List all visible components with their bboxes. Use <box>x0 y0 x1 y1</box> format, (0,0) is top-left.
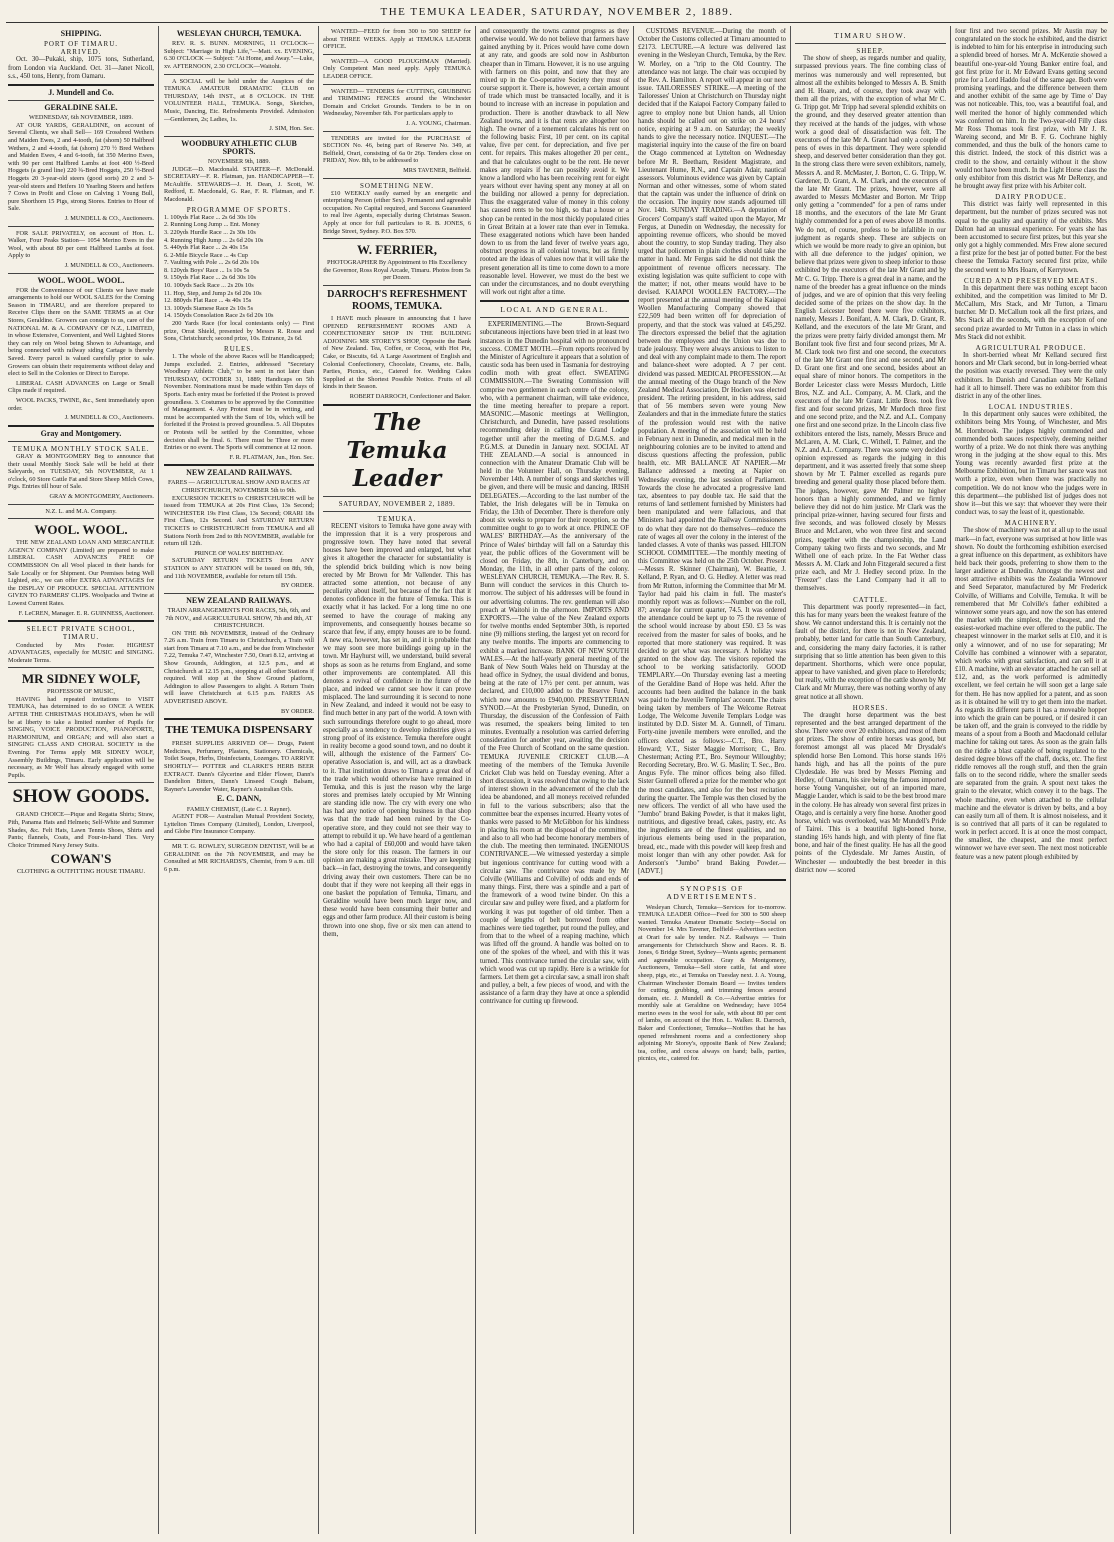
programme-row: 14. 150yds Consolation Race 2s 6d 20s 10s <box>164 312 274 320</box>
railways2-heading: NEW ZEALAND RAILWAYS. <box>186 595 292 605</box>
local-general-heading: LOCAL AND GENERAL. <box>500 305 609 315</box>
wesleyan-text: REV. R. S. BUNN. MORNING, 11 O'CLOCK—Subject: "Marriage in High Life,"—Matt. xx. EVENING, 6.30 O'CLOCK — Subject: "At Home, and Away."—Luke, xv. AFTERNOON, 2.30 O'CLOCK—Waitohi. <box>164 40 314 70</box>
dann-subheading: FAMILY CHEMIST, (Late C. J. Rayner). <box>186 805 292 813</box>
programme-row: 3. 220yds Hurdle Race ... 2s 30s 10s <box>164 228 256 236</box>
mundell-heading: J. Mundell and Co. <box>48 87 114 97</box>
wool-big-heading: WOOL. WOOL. <box>34 522 128 538</box>
editorial-text: RECENT visitors to Temuka have gone away with the impression that it is a very prosperous and progressive town. They have noted that several houses have been improved and enlarged, but what gives it altogether the character for substantiality is the splendid brick building which is now being erected by Mr Brown for Mr Vallender. This has attracted some attention, not because of any peculiarity about itself, but because of the fact that it denotes confidence in the future of Temuka. This is exactly what it has lacked. For a long time no one seemed to have the courage of making any improvements, and consequently houses became so scarce that few, if any, empty houses are to be found. A new era, however, has set in, and it is probable that we may soon see more buildings going up in the town. Mr Hayhurst will, we understand, build several shops as soon as he returns from England, and some other improvements are contemplated. All this denotes a revival of confidence in the future of the place, and indeed we cannot see how it can prove misplaced. The land surrounding it is second to none in New Zealand, and indeed it would not be easy to find much better in any part of the world. A town with such surroundings therefore ought to go ahead, more especially as a tendency to develop industries gives a strong proof of its existence. Temuka therefore ought in reality become a good sound town, and no doubt it will, although the existence of the Farmers' Co-operative Association is, and will, act as a drawback to it. That institution draws to Timaru a great deal of the trade which would otherwise have remained in Temuka, and this is just the reason why the large stores and premises lately occupied by Mr Winning are standing idle now. The cry with every one who has had any notice of opening business in that shop was that the trade had been ruined by the Co-operative store, and they could not see their way to attempt to rebuild it up. We have heard of a gentleman who had a capital of £60,000 and would have taken the store only for this reason. The farmers in our opinion are making a great mistake. They are keeping back—in fact, destroying the towns, and consequently driving away their own customers. There can be no doubt that if they were not keeping all their eggs in one basket the population of Temuka, Timaru, and Geraldine would have been much larger now, and these would have been consuming their butter and eggs and other farm produce. All their custom is being thrown into one shop, five or six men can attend to them, <box>323 522 471 938</box>
railways2-subheading: TRAIN ARRANGEMENTS FOR RACES, 5th, 6th, and 7th NOV., and AGRICULTURAL SHOW, 7th and 8th, AT CHRISTCHURCH. <box>165 606 313 630</box>
forsale-signature: J. MUNDELL & CO., Auctioneers. <box>64 261 154 269</box>
news-items-text: CUSTOMS REVENUE.—During the month of October the Customs collected at Timaru amounted to £2173. LECTURE.—A lecture was delivered last evening in the Wesleyan Church, Temuka, by the Rev. W. Morley, on a "trip to the Old Country. The attendance was not large. The chair was occupied by the Rev. A. Hamilton. A report will appear in our next issue. TAILORESSES' STRIKE.—A meeting of the Tailoresses' Union at Christchurch on Thursday night decided that if the Kaiapoi Factory Company failed to agree to employ none but Union hands, all Union hands should be called out on strike on 24 hours' notice, expiring at 9 a.m. on Saturday; the weekly hands to give the necessary notice. INQUEST.—The magisterial inquiry into the cause of the fire on board the Otago commenced at Lyttelton on Wednesday before Mr R. Beetham, Resident Magistrate, and Lieutenant Hume, R.N., and Captain Adair, nautical assessors. Voluminous evidence was given by Captain Norman and other witnesses, some of whom stated that the captain was under the influence of drink on the occasion. The inquiry now stands adjourned till Nov. 14th. SUNDAY TRADING.—A deputation of Grocers' Company's staff waited upon the Mayor, Mr Fergus, at Dunedin on Wednesday, the necessity for appointing revenue officers, who should be moved about the country, to stop Sunday trading. They also urged that policemen in plain clothes should take the matter in hand. Mr Fergus said he did not think the appointment of revenue officers necessary. The existing legislation was quite sufficient to cope with the matter; if not, other means would have to be devised. KAIAPOI WOOLLEN FACTORY.—The report presented at the annual meeting of the Kaiapoi Woollen Manufacturing Company showed that £22,509 had been written off for depreciation of property, and that the stock was valued at £45,292. The directors expressed the belief that the agitation between the employees and the Union was due to trade jealousy. They were always anxious to listen to and deal with any complaint made to them. The report and balance-sheet were adopted. A 7 per cent. dividend was passed. MEDICAL PROFESSION.—At the annual meeting of the Otago branch of the New Zealand Medical Association, Dr Hocken was elected president. The retiring president, in his address, said that of 56 members seven were young New Zealanders and that in the immediate future the statics of the profession would rest with the native population. A meeting of the association will be held in February next in Dunedin, and medical men in the neighbouring colonies are to be invited to attend and discuss questions affecting the profession, public health, etc. MR BALLANCE AT NAPIER.—Mr Ballance addressed a meeting at Napier on Wednesday evening, the last session of Parliament. Towards the close he advocated a progressive land tax, absentees to pay double tax. He said that the returns of land settlement furnished by Ministers had been manipulated and were fallacious, and that Ministers had appointed the Railway Commissioners to do what they dare not do themselves—reduce the rate of wages all over the colony in the interest of the landed classes. A vote of thanks was passed. HILTON SCHOOL COMMITTEE.—The monthly meeting of this Committee was held on the 25th October. Present—Messrs R. Skinner (Chairman), W. Beattie, J. Kelland, P. Ryan, and O. G. Hedley. A letter was read from Mr Rutton, informing the Committee that Mr M. Taylor had paid his claim in full. The master's monthly report was as follows:—Number on the roll, 87; average for current quarter, 74.5. It was ordered the attendance could be kept up to 75 the revenue of the school would increase by about £50. £3 5s was received from the master for sales of books, and he reported that more stationery was required. It was decided to get what was necessary. A holiday was granted on the show day. The visitors reported the school to be working satisfactorily. GOOD TEMPLARY.—On Thursday evening last a meeting of the Geraldine Band of Hope was held. After the accounts had been audited the balance in the bank was paid to the Juvenile Templars' account. The chairs being taken by members of The Welcome Retreat Lodge, The Welcome Juvenile Templars Lodge was instituted by D.D. Sister M. A. Gunnell, of Timaru. Forty-nine juvenile members were enrolled, and the officers elected as follows:—C.T., Bro. Harry Howard; V.T., Sister Maggie Morrison; C., Bro. Chesterman; Acting P.T., Bro. Seymour Willoughby; Recording Secretary, Bro. W. G. Maslin; T. Sec., Bro. Angus Fyfe. The minor offices being also filled. Sister Gunnell offered a prize for the member who got the most candidates, and also for the best recitation during the quarter. The Temple was then closed by the new officers. The verdict of all who have used the "Jumbo" brand Baking Powder, is that it makes light, nutritious, and digestive bread, cakes, pastry, etc. As the ingredients are of the finest qualities, and no injurious elements being used in the preparation, bread, etc., made with this powder will keep fresh and moist longer than with any other powder. Ask for Anderson's "Jumbo" brand Baking Powder.—[ADVT.] <box>638 28 786 876</box>
ferrier-text: PHOTOGRAPHER By Appointment to His Excellency the Governor, Ross Royal Arcade, Timaru. Photos from 5s per Dozen. <box>323 259 471 282</box>
masthead-title: THE TEMUKA LEADER, SATURDAY, NOVEMBER 2, 1889. <box>380 6 734 18</box>
agricultural-text: In short-berried wheat Mr Kelland secured first honors and Mr Clark second, but in long-berried wheat the position was exactly reversed. They were the only exhibitors. In Danish and Canadian oats Mr Kelland had it all to himself. There was no exhibitor from this district in any of the other lines. <box>955 352 1107 400</box>
shipping-heading: SHIPPING. <box>60 29 102 38</box>
rules-heading: RULES. <box>224 344 254 353</box>
column-5 <box>638 28 786 1534</box>
rowley-text: MR T. G. ROWLEY, SURGEON DENTIST, Will be at GERALDINE on the 7th NOVEMBER, and may be Consulted at MR RICHARDS'S, Chemist, from 9 a.m. till 6 p.m. <box>164 842 314 873</box>
darroch-text: I HAVE much pleasure in announcing that I have OPENED REFRESHMENT ROOMS AND A CONFECTIONERY SHOP IN THE BUILDING ADJOINING MR STOREY'S SHOP, Opposite the Bank of New Zealand. Tea, Coffee, or Cocoa, with Hot Pie, Cake, or Biscuits, 6d. A Large Assortment of English and Colonial Confectionery, Chocolate, Creams, etc. Balls, Parties, Picnics, etc., Catered for. Wedding Cakes Supplied at the Shortest Possible Notice. Fruits of all kinds in their Season. <box>323 315 471 391</box>
something-new-heading: SOMETHING NEW. <box>359 181 435 190</box>
gray-subheading: TEMUKA MONTHLY STOCK SALE. <box>12 444 150 453</box>
nzloan-signature: F. LeCREN, Manager. E. R. GUINNESS, Auctioneer. <box>18 609 154 617</box>
wolf-subheading: PROFESSOR OF MUSIC, <box>46 688 116 696</box>
editorial-heading: TEMUKA. <box>377 514 417 523</box>
column-rule <box>790 26 791 1534</box>
woodbury-heading: WOODBURY ATHLETIC CLUB SPORTS. <box>181 138 297 156</box>
social-text: A SOCIAL will be held under the Auspices of the TEMUKA AMATEUR DRAMATIC CLUB on THURSDAY, 14th INST., at 8 O'CLOCK. IN THE VOLUNTEER HALL, TEMUKA. Songs, Sketches, Music, Dancing, Etc. Refreshments Provided. Admission—Gentlemen, 2s; Ladies, 1s. <box>164 77 314 123</box>
school-text: Conducted by Mrs Foster. HIGHEST ADVANTAGES, especially for MUSIC and SINGING. Moderate Terms. <box>8 641 154 664</box>
woodbury-date: NOVEMBER 9th, 1889. <box>207 158 271 165</box>
cowan-subheading: CLOTHING & OUTFITTING HOUSE TIMARU. <box>16 868 146 876</box>
machinery-heading: MACHINERY. <box>1004 519 1058 528</box>
programme-row: 8. 120yds Boys' Race ... 1s 10s 5s <box>164 266 250 274</box>
programme-row: 2. Running Long Jump ... Ent. Money <box>164 221 260 229</box>
synopsis-heading: SYNOPSIS OF ADVERTISEMENTS. <box>666 884 758 902</box>
programme-row: 4. Running High Jump ... 2s 6d 20s 10s <box>164 236 264 244</box>
programme-row: 6. 2-Mile Bicycle Race ... 4s Cup <box>164 251 248 259</box>
wool-text: FOR the Convenience of our Clients we have made arrangements to hold our WOOL SALES for the Coming Season in TIMARU, and are therefore prepared to Receive Clips there on the SAME TERMS as at Our Stores, Geraldine. Growers can consign to us, care of the NATIONAL M. & A. COMPANY OF N.Z., LIMITED, in whose Extensive, Convenient, and Well Lighted Stores they can rely on Wool being Shown to Advantage, and being connected with railway siding Cartage is thereby Saved. Every parcel is valued carefully prior to sale. Growers can obtain their requirements without delay and elect to Sell in the Colonies or Direct to Europe. <box>8 286 154 378</box>
wool-heading: WOOL. WOOL. WOOL. <box>37 275 125 285</box>
ferrier-heading: W. FERRIER, <box>356 242 438 258</box>
cattle-heading: CATTLE. <box>853 595 888 604</box>
tenders-signature: MRS TAVENER, Belfield. <box>403 166 471 174</box>
packs-text: WOOL PACKS, TWINE, &c., Sent immediately upon order. <box>8 397 154 412</box>
liberal-text: LIBERAL CASH ADVANCES on Large or Small Clips made if required. <box>8 379 154 395</box>
machinery-text: The show of machinery was not at all up to the usual mark—in fact, everyone was surprised at how little was shown. No doubt the forthcoming exhibition exercised a great influence on this department, as exhibitors have held back their goods, preferring to show them to the larger audience at Dunedin. Amongst the newest and most attractive exhibits was the Zealandia Winnower and Seed Separator, manufactured by Mr Frederick Colville, of Williams and Colville, Temuka. It will be remembered that Mr Colville's father exhibited a winnower some years ago, and now the son has entered the market with the simplest, the cheapest, and the easiest-worked machine ever offered to the public. The cheapest winnower in the market sells at £10, and it is only a winnower, and of no use for separating; Mr Colville has combined a winnower with a separator, which works with great satisfaction, and can sell it at £10. A machine, with an elevator attached he can sell at £12, and, as the work performed is admittedly excellent, we feel certain he will soon get a large sale for them. He has now applied for a patent, and as soon as it is obtained he will try to get them into the market. As regards its different parts it has a moveable hopper into which the grain can be poured, or if desired it can be taken off, and the grain is conveyed to the riddle by means of a spout from a Booth and Macdonald cellular machine for taking out tares. As soon as the grain falls on the riddle a blast capable of being regulated to the desired degree blows off the chaff, docks, etc. The first riddle removes all the rough stuff, and then the grain falls on to the second riddle, where the smaller seeds are separated from the grain. A spout next takes the grain to the elevator, which convey it to the bags. The whole machine, even when attached to the cellular machine and the elevator is driven by belts, and a boy can easily turn all of them. It is almost noiseless, and it is so contrived that all parts of it can be regulated to work in perfect accord. It is at once the most compact, the smallest, the cheapest, and the most perfect winnower we have ever seen. The next most noticeable feature was a new patent plough exhibited by <box>955 527 1107 861</box>
programme-row: 10. 100yds Sack Race ... 2s 20s 10s <box>164 282 254 290</box>
geraldine-heading: GERALDINE SALE. <box>44 103 118 113</box>
something-new-text: £10 WEEKLY easily earned by an energetic and enterprising Person (either Sex). Permanent and agreeable occupation. No Capital required, and Success Guaranteed to real live Agents, especially during Christmas Season. Apply at once for full particulars to R. B. JONES, 6 Bridge Street, Sydney. P.O. Box 570. <box>323 189 471 235</box>
packs-signature: J. MUNDELL & CO., Auctioneers. <box>64 414 154 422</box>
cattle-text: This department was poorly represented—in fact, this has for many years been the weakest feature of the show. We cannot understand this. It is certainly not the fault of the district, for there is not in New Zealand, probably, better land for cattle than South Canterbury, and, considering the many dairy factories, it is rather surprising that so little attention has been given to this department. Shorthorns, which were once popular, appear to have vanished, and given place to Herefords; but really, with the exception of the cattle shown by Mr Clark and Mr Murray, there was nothing worthy of any great notice at all shown. <box>795 603 946 701</box>
gray-heading: Gray and Montgomery. <box>40 428 122 438</box>
social-signature: J. SIM, Hon. Sec. <box>269 125 314 133</box>
column-7 <box>955 28 1107 1534</box>
local-industries-heading: LOCAL INDUSTRIES. <box>988 403 1074 412</box>
programme-heading: PROGRAMME OF SPORTS. <box>186 205 292 214</box>
column-4 <box>480 28 629 1534</box>
synopsis-text: Wesleyan Church, Temuka—Services for to-morrow. TEMUKA LEADER Office—Feed for 300 to 500 sheep wanted. Temuka Amateur Dramatic Society—Social on November 14. Mrs Tavener, Belfield—Advertises section at Orari for sale by tender. N.Z. Railways — Train arrangements for Christchurch Show and Races. R. B. Jones, 6 Bridge Street, Sydney—Wants agents; permanent and agreeable occupation. Gray & Montgomery, Auctioneers, Temuka—Sell store cattle, fat and store sheep, pigs, etc., at Temuka on Tuesday next. J. A. Young, Chairman Winchester Domain Board — Invites tenders for cutting, grubbing, and trimming fences around domain, etc. J. Mundell & Co.—Advertise entries for monthly sale at Geraldine on Wednesday; have 1054 merino ewes in the wool for sale, with about 80 per cent of lambs, on account of the Hon. L. Walker. R. Darroch, Baker and Confectioner, Temuka—Notifies that he has opened refreshment rooms and a confectionery shop adjoining Mr Storey's, opposite Bank of New Zealand; tea, coffee, and cocoa always on hand; balls, parties, picnics, etc., catered for. <box>638 903 786 1063</box>
cowan-heading: COWAN'S <box>50 851 112 867</box>
editorial-continued: and consequently the towns cannot progress as they otherwise would. We do not believe that farmers have gained anything by it. Prices would have come down at any rate, and goods are sold now in Ashburton cheaper than in Timaru. However, it is no use arguing with farmers on this point, and now that they are mixed up in the Co-operative Society they must of course support it. There is, however, a certain amount of trade which must be transacted locally, and it is bound to increase with an increase in population and production. There is another drawback to all New Zealand towns, and it is that rents are altogether too high. The owner of a tenement calculates his rent on the following basis: First, 10 per cent. on its capital value, five per cent. for depreciation, and five per cent. for repairs. This makes altogether 20 per cent., and that he calculates ought to be the rent. He never makes any repairs if he can possibly avoid it. We know a landlord who has been receiving rent for eight years without ever having spent any money at all on the building nor allowed a penny for depreciation. Thus the exaggerated value of money in this colony has caused rents to be too high, so that a house or a shop can be rented in the most thickly populated cities in Great Britain at a lower rate than ever in Temuka. These exaggerated notions which have been handed down to us from the land fever of twelve years ago, obstruct progress in all colonial towns, but as firmly rooted are the ideas of values now that it will take the present generation all its time to come down to a more reasonable level. However, we must do the best we can under the circumstances, and no doubt everything will work out right after a time. <box>480 28 629 296</box>
dairy-heading: DAIRY PRODUCE. <box>995 193 1067 202</box>
tenders-text: TENDERS are invited for the PURCHASE of SECTION No. 46, being part of Reserve No. 349, at Belfield, Orari, consisting of 6a 0r 26p. Tenders close on FRIDAY, Nov. 8th, to be addressed to <box>323 134 471 165</box>
column-6 <box>795 28 946 1534</box>
sheep-heading: SHEEP. <box>856 47 885 56</box>
geraldine-signature: J. MUNDELL & CO., Auctioneers. <box>64 214 154 222</box>
programme-row: 9. 150yds Flat Race ... 2s 6d 30s 10s <box>164 274 257 282</box>
column-3 <box>323 28 471 1534</box>
cured-text: In this department there was nothing except bacon exhibited, and the competition was limited to Mr D. McCallum, Mrs Stack, and Mr Tutton, a Timaru butcher. Mr D. McCallum took all the first prizes, and Mrs Stack all the seconds, with the exception of one second prize awarded to Mr Tutton in a class in which Mrs Stack did not exhibit. <box>955 284 1107 341</box>
programme-note: 200 Yards Race (for local contestants only) — First prize, Orrat Shield, presented by Messrs R. Rosse and Sons, Christchurch; second prize, 10s. Entrance, 2s 6d. <box>164 320 314 343</box>
local-general-text: EXPERIMENTING.—The Brown-Sequard subcutaneous injections have been tried in at least two instances in the Dunedin hospital with no pronounced success. COMET MOTH.—From reports received by the Minister of Agriculture it appears that a solution of caustic soda has been used in Tasmania for destroying codlin moth with great effect. SWEATING COMMISSION.—The Sweating Commission will comprise two gentlemen in each centre of the colony, who, with a permanent chairman, will take evidence, the time meeting hereafter to prepare a report. MASONIC.—Masonic meetings at Wellington, Christchurch, and Dunedin, have passed resolutions recommending delay in calling the Grand Lodge together until after the meeting of D.G.M.S. and P.G.M.S. at Dunedin in January next. SOCIAL AT THE ZEALAND.—A social is announced in connection with the Amateur Dramatic Club will be held in the Volunteer Hall, on Thursday evening, November 14th. A number of songs and sketches will be given, and there will be music and dancing. IRISH DELEGATES.—According to the last number of the Tablet, the Irish delegates will be in Temuka on Friday, the 13th of December. There is therefore only about six weeks to prepare for their reception, so the committee ought to go to work at once. PRINCE OF WALES' BIRTHDAY.—As the anniversary of the Prince of Wales' birthday will fall on a Saturday this year, the public offices of the Government will be closed on Friday, the 8th, in Canterbury, and on Monday, the 11th, in all other parts of the colony. WESLEYAN CHURCH, TEMUKA.—The Rev. R. S. Bunn will conduct the services in this Church to-morrow. The subject of his addresses will be found in our advertising columns. The rev. gentleman will also preach at Waitohi in the afternoon. IMPORTS AND EXPORTS.—The value of the New Zealand exports for twelve months ended September 30th, is reported nine (9) millions sterling, the largest yet on record for any twelve months. The imports are commencing to exhibit a marked increase. BANK OF NEW SOUTH WALES.—At the half-yearly general meeting of the Bank of New South Wales held on Thursday at the head office in Sydney, the usual dividend and bonus, being at the rate of 17½ per cent. per annum, was declared, and £10,000 added to the Reserve Fund, which now amounts to £940,000. PRESBYTERIAN SYNOD.—At the Presbyterian Synod, Dunedin, on Thursday, the discussion of the Confession of Faith was resumed, the speakers being limited to ten minutes. Eventually a resolution was carried deferring consideration for another year, awaiting the decision of the Free Church of Scotland on the same question. TEMUKA JUVENILE CRICKET CLUB.—A meeting of the members of the Temuka Juvenile Cricket Club was held on Tuesday evening. After a short discussion, it was resolved that owing to the lack of interest shown in the advancement of the club the idea be abandoned, and all moneys received refunded in full to the various subscribers; also that the committee bear the expenses incurred. Hearty votes of thanks were passed to Mr McGibbon for his kindness in placing his room at the disposal of the committee, and also to all who had become honorary members of the club. The meeting then terminated. INGENIOUS CONTRIVANCE.—We witnessed yesterday a simple but ingenious contrivance for cutting wood with a circular saw. The contrivance was made by Mr Colville (Williams and Colville) of odds and ends of many things. First, there was a spindle and a part of the framework of a wood twine binder. On this a circular saw and pulley were fixed, and a platform for working it was put together of old timber. Then a couple of lengths of belt borrowed from other machines were tied together, put round the pulley, and from that to the wheel of a reaping machine, which was lifted off the ground. A handle was bolted on to one of the spokes of the wheel, and with this it was turned. This contrivance turned the circular saw, with which wood was cut up rapidly. Here is a wrinkle for farmers. Let them get a circular saw, a small iron shaft and pulley, a belt, a few pieces of wood, and with the assistance of a farm dray they have at once a splendid contrivance for cutting up firewood. <box>480 321 629 1006</box>
sheep-text: The show of sheep, as regards number and quality, surpassed previous years. The fine combing class of merinos was numerously and well represented, but almost all the exhibits belonged to Messrs A. B. Smith and H. Hoare, and, of course, they took away with them all the prizes, with the exception of what Mr C. G. Tripp got. Mr Tripp had several splendid exhibits on the ground, and they deserved greater attention than they received at the hands of the judges, with whose work a good deal of dissatisfaction was felt. The executors of the late Mr A. Grant had only a couple of pens of ewes in this department. They were splendid sheep, and deserved better consideration than they got. In the strong class there were seven exhibitors, namely, Messrs A. and R. McMaster, J. Borton, C. G. Tripp, W. Gardener, D. Grant, A. M. Clark, and the executors of the late Mr Grant. The prizes, however, were all awarded to Messrs McMaster and Borton. Mr Tripp only getting a "commended" for a pen of rams under 18 months, and the executors of the late Mr Grant highly commended for a pen of ewes above 18 months. We do not, of course, profess to be infallible in our judgment as regards sheep. These are subjects on which we would be more ready to give an opinion, but with all due deference to the judges' opinion, we believe that prizes were given to sheep inferior to those exhibited by the executors of the late Mr Grant and by Mr C. G. Tripp. There is a great deal in a name, and the name of the breeder has a great influence on the minds of judges, and we are of opinion that this very feeling decided some of the prizes on the show day. In the English Leicester breed there were five exhibitors, namely, Messrs J. Bonifant, A. M. Clark, D. Grant, R. Kelland, and the executors of the late Mr Grant, and the prizes were pretty fairly divided amongst them. Mr Bonifant took five first and four second prizes, Mr A. M. Clark took two first and one second, the executors of the late Mr Grant one first and one second, and Mr D. Grant one first and one second, besides about an equal share of minor honors. The competitors in the Border Leicester class were Messrs Murdoch, Little Bros, N.Z. and A.L. Company, A. M. Clark, and the executors of the late Mr Grant. Little Bros. took five first and four second prizes, Mr Murdoch three first and one second prize, and the N.Z. and A.L. Company one first and one second prize. In the Lincoln class five exhibitors entered the lists, namely, Messrs Bruce and McLaren, A. M. Clark, C. Withell, T. Palmer, and the N.Z. and A.L. Company. There was some very decided opinion expressed as regards the judging in this department, and it was asserted freely that some sheep shown by Mr T. Palmer excelled as regards pure breeding and general quality those placed before them. The judges, however, gave Mr Palmer no higher honors than a highly commended, and we firmly believe they did not do him justice. Mr Clark was the principal prize-winner, having secured four firsts and five seconds, and was followed closely by Messrs Bruce and McLaren, who won three first and second prizes, together with the championship, the Land Company taking two firsts and two seconds, and Mr Withell one of each prize. In the Fat Wether class Messrs A. M. Clark and John Fitzgerald secured a first prize each, and Mr J. Hedley second prize. In the "Freezer" class the Land Company had it all to themselves. <box>795 55 946 593</box>
column-1 <box>8 28 154 1534</box>
programme-row: 11. Hop, Step, and Jump 2s 6d 20s 10s <box>164 289 262 297</box>
dann-heading: E. C. DANN, <box>216 794 262 804</box>
programme-row: 12. 880yds Flat Race ... 4s 40s 15s <box>164 297 252 305</box>
rules-text: 1. The whole of the above Races will be Handicapped; Jumps excluded. 2. Entries, addressed "Secretary Woodbury Athletic Club," to be sent in not later than THURSDAY, OCTOBER 31, 1889; Handicaps on 5th November. Nominations must be made within Ten days of Sports. Each entry must be forfeited if the Protest is proved groundless. 3. Costumes to be approved by the Committee of Management. 4. Any Protest must be in writing, and must be accompanied with the Sum of 10s, which will be forfeited if the Protest is proved groundless. 5. All Disputes or Protests will be settled by the Committee, whose decision shall be final. 6. There must be Three or more Entries or no event. The Sports will commence at 12 noon. <box>164 352 314 452</box>
wanted-tenders-text: WANTED— TENDERS for CUTTING, GRUBBING and TRIMMING FENCES around the Winchester Domain and Cricket Grounds. Tenders to be in on Wednesday, November 6th. For particulars apply to <box>323 87 471 118</box>
gray-signature: GRAY & MONTGOMERY, Auctioneers. <box>49 493 154 501</box>
programme-row: 5. 440yds Flat Race ... 2s 40s 15s <box>164 244 249 252</box>
darroch-signature: ROBERT DARROCH, Confectioner and Baker. <box>349 392 471 400</box>
arrived-label: ARRIVED. <box>60 48 102 57</box>
horses-heading: HORSES. <box>852 703 889 712</box>
column-rule <box>475 26 476 1534</box>
railways-subheading: FARES — AGRICULTURAL SHOW AND RACES AT CHRISTCHURCH, NOVEMBER 5th to 9th. <box>167 479 311 495</box>
horses-text: The draught horse department was the best represented and the best arranged department of the show. There were over 20 exhibitors, and most of them got prizes. The show of entire horses was good, but foremost amongst all was placed Mr Drysdale's splendid horse Ben Lomond. This horse stands 16½ hands high, and has all the points of the pure Clydesdale. He was bred by Messrs Pleming and Hedley, of Oamaru, his sire being the famous imported horse Young Vanquisher, out of an imported mare, Maggie Lauder, which is said to be the best brood mare in the colony. He has already won several first prizes in Otago, and is certainly a very fine horse. Another good horse, which was overlooked, was Mr Mundell's Pride of Tairei. This is a beautiful light-boned horse, standing 16½ hands high, and with plenty of fine flat bone, and hair of the finest quality. He has all the good points of the Clydesdale. Mr James Austin, of Winchester — undoubtedly the best breeder in this district now — scored <box>795 711 946 874</box>
top-rule <box>6 22 1108 23</box>
rules-signature: F. R. FLATMAN, Jun., Hon. Sec. <box>229 453 314 461</box>
school-heading: SELECT PRIVATE SCHOOL, TIMARU. <box>26 625 136 642</box>
prince-heading: PRINCE OF WALES' BIRTHDAY. <box>194 549 284 557</box>
programme-row: 13. 100yds Siamese Race 2s 10s 5s <box>164 304 254 312</box>
paper-date: SATURDAY, NOVEMBER 2, 1889. <box>338 499 456 508</box>
gray-text: GRAY & MONTGOMERY Beg to announce that their usual Monthly Stock Sale will be held at their Saleyards, on TUESDAY, 5th NOVEMBER, At 1 o'clock, 60 Store Cattle Fat and Store Sheep Milch Cows, Pigs. Entries till hour of Sale. <box>8 453 154 491</box>
timaru-show-heading: TIMARU SHOW. <box>834 31 907 40</box>
show-goods-heading: SHOW GOODS. <box>12 786 150 808</box>
column-rule <box>633 26 634 1534</box>
railways-text: EXCURSION TICKETS to CHRISTCHURCH will be issued from TEMUKA at 20s First Class, 13s Second; WINCHESTER 19s First Class, 13s Second; ORARI 18s First Class, 12s Second. And SATURDAY RETURN TICKETS to CHRISTCHURCH from TEMUKA and all Stations North from 2nd to 8th NOVEMBER, available for return till 12th. <box>164 494 314 548</box>
agricultural-heading: AGRICULTURAL PRODUCE. <box>975 343 1087 352</box>
programme-row: 7. Vaulting with Pole ... 2s 6d 20s 10s <box>164 259 260 267</box>
shipping-text: Oct. 30—Pukaki, ship, 1075 tons, Sutherland, from London via Auckland. Oct. 31—Janet Nicoll, s.s., 450 tons, Henry, from Oamaru. <box>8 56 154 80</box>
dispensary-text: FRESH SUPPLIES ARRIVED OF— Drugs, Patent Medicines, Perfumery, Plasters, Stationery. Chemicals, Toilet Soaps, Herbs, Disinfectants, Lozenges. TO ARRIVE SHORTLY— POTTER and CLARKE'S HERB BEER EXTRACT. Dann's Glycerine and Elder Flower, Dann's Dandelion Bitters, Dann's Linseed Cough Balsam, Rayner's Lavender Water, Rayner's Australian Oils. <box>164 740 314 793</box>
geraldine-date: WEDNESDAY, 6th NOVEMBER, 1889. <box>29 114 133 122</box>
geraldine-text: AT OUR YARDS, GERALDINE, on account of Several Clients, we shall Sell— 169 Crossbred Wethers and Maiden Ewes, 2 and 4-tooth, fat (shorn) 50 Halfbred Wethers, 2 and 4-tooth, fat (shorn) 270 ½ Bred Wethers and Maiden Ewes, 4 and 6-tooth, fat 350 Merino Ewes, with 90 per cent Halfbred Lambs at foot 400 ½-Bred Hoggets (a grand line) 220 ¾-Bred Hoggets, 250 ½-Bred Hoggets 20 3-year-old steers (good sorts) 20 2 and 3-year-old steers and Heifers 10 Yearling Steers and heifers 7 Cows in Profit and Close on Calving 1 Young Bull, pure Shorthorn 15 Pigs, strong Stores. Entries to Hour of Sale. <box>8 121 154 213</box>
wolf-heading: MR SIDNEY WOLF, <box>21 671 141 687</box>
show-goods-text: GRAND CHOICE—Pique and Regatta Shirts; Straw, Pith, Panama Hats and Helmets; Self-White and Summer Shades, &c. Felt Hats, Lawn Tennis Shoes, Shirts and Pants; flannels, Coats, and Four-in-hand Ties. Very Choice Trimmed Navy Jersey Suits. <box>8 811 154 849</box>
column-rule <box>950 26 951 1534</box>
horses-continued: four first and two second prizes. Mr Austin may be congratulated on the stock he exhibited, and the district is indebted to him for his enterprise in introducing such a splendid breed of horses. Mr A. McKenzie showed a beautiful one-year-old Young Banker entire foal, and got first prize for it. Mr Edward Evans getting second prize for a Lord Haddo foal of the same age. Both were promising yearlings, and the difference between them and another exhibit of the same age by Time o' Day was not noticeable. This, too, was a beautiful foal, and well merited the honor of highly commended which was conferred on him. In the Two-year-old Filly class Mr Ross Thomas took first prize, with Mr J. R. Wareing second, and Mr B. F. G. Cochrane highly commended, and thus the bulk of the honors came to this district. Indeed, the stock of this district was a credit to the show, and certainly without it the show would not have been much. In the Light Horse class the only exhibitor from this district was Mr DeRenzy, and he brought away first prize with his Arbiter colt. <box>955 28 1107 190</box>
woodbury-text: JUDGE—D. Macdonald. STARTER—F. McDonald. SECRETARY—F. R. Flatman, jun. HANDICAPPER—T. McAuliffe. STEWARDS—J. H. Dean, J. Scott, W. Redford, E. Macdonald, G. Rae, F. R. Flatman, and F. Macdonald. <box>164 165 314 203</box>
dispensary-heading: THE TEMUKA DISPENSARY <box>165 724 313 737</box>
shipping-subheading: PORT OF TIMARU. <box>43 40 119 49</box>
column-rule <box>158 26 159 1534</box>
wanted-feed-text: WANTED—FEED for from 300 to 500 SHEEP for about THREE WEEKS. Apply at TEMUKA LEADER OFFICE. <box>323 28 471 51</box>
local-industries-text: In this department only sauces were exhibited, the exhibitors being Mrs Young, of Winchester, and Mrs M. Hornbrook. The judges highly commended and commended both sauces respectively, deeming neither worthy of a prize. We do not think there was anything wrong in the judging at the show equal to this. Mrs Young was recently awarded first prize at the Melbourne Exhibition, but in Timaru her sauce was not worth a prize, even when there was practically no competition. We do not know who the judges were in this department—the published list of judges does not show it—but this we say: that whoever they were their conduct was, to say the least of it, questionable. <box>955 411 1107 517</box>
dairy-text: This district was fairly well represented in this department, but the number of prizes secured was not equal to the quality and quantity of the exhibits. Mrs Dalton had an unusual experience. For years she has been accustomed to secure first prizes, but this year she only got a highly commended. Mrs Frew alone secured a first prize for the best jar of potted butter. For the best cheese the Temuka Factory secured first prize, while the second went to Mrs Hoare, of Kerrytown. <box>955 201 1107 274</box>
railways-heading: NEW ZEALAND RAILWAYS. <box>186 468 292 478</box>
forsale-text: FOR SALE PRIVATELY, on account of Hon. L. Walker, Four Peaks Station— 1054 Merino Ewes in the Wool, with about 80 per cent Halfbred Lambs at foot. Apply to <box>8 229 154 260</box>
wanted-tenders-signature: J. A. YOUNG, Chairman. <box>405 119 471 127</box>
prince-text: SATURDAY RETURN TICKETS from ANY STATION to ANY STATION will be issued on 8th, 9th, and 11th NOVEMBER, available for return till 15th. <box>164 557 314 580</box>
prince-signature: BY ORDER. <box>280 582 314 590</box>
wesleyan-heading: WESLEYAN CHURCH, TEMUKA. <box>176 29 302 38</box>
programme-list <box>164 214 314 320</box>
programme-row: 1. 100yds Flat Race ... 2s 6d 30s 10s <box>164 213 257 221</box>
cured-heading: CURED AND PRESERVED MEATS. <box>964 276 1098 285</box>
column-2 <box>164 28 314 1534</box>
column-rule <box>318 26 319 1534</box>
paper-title: The Temuka Leader <box>346 408 448 492</box>
agent-text: AGENT FOR— Australian Mutual Provident Society, Lyttelton Times Company (Limited), London, Liverpool, and Globe Fire Insurance Company. <box>164 813 314 836</box>
nzla-heading: N.Z. L. and M.A. Company. <box>45 507 117 515</box>
railways2-signature: BY ORDER. <box>280 707 314 715</box>
darroch-heading: DARROCH'S REFRESHMENT ROOMS, TEMUKA. <box>327 289 467 312</box>
railways2-text: ON THE 8th NOVEMBER, instead of the Ordinary 7.26 a.m. Train from Timaru to Christchurch, a Train will start from Timaru at 7.10 a.m., and be due from Winchester 7.22, Temuka 7.47, Winchester 7.50, Orari 8.12, arriving at Show Grounds, Addington, at 12.5 p.m., and at Christchurch at 12.15 p.m., stopping at all other Stations if required. Will stop at the Show Ground platform, Addington to allow Passengers to alight. A Return Train will leave Christchurch at 6.15 p.m. FARES AS ADVERTISED ABOVE. <box>164 629 314 706</box>
wolf-text: HAVING had repeated invitations to VISIT TEMUKA, has determined to do so ONCE A WEEK AFTER THE CHRISTMAS HOLIDAYS, when he will be at liberty to take a limited number of Pupils for SINGING, VOICE PRODUCTION, PIANOFORTE, HARMONIUM, and ORGAN; and will also start a SINGING CLASS AND CHORAL SOCIETY in the Evening. For Terms apply MR SIDNEY WOLF, Assembly Buildings, Timaru. Early application will be necessary, as Mr Wolf has already engaged with some Pupils. <box>8 695 154 779</box>
wanted-ploughman-text: WANTED—A GOOD PLOUGHMAN (Married). Only Competent Man need apply. Apply TEMUKA LEADER OFFICE. <box>323 57 471 80</box>
nzloan-text: THE NEW ZEALAND LOAN AND MERCANTILE AGENCY COMPANY (Limited) are prepared to make LIBERAL CASH ADVANCES FREE OF COMMISSION On all Wool placed in their hands for Sale Locally or for Shipment. Our Premises being Well Lighted, etc., we can offer EXTRA ADVANTAGES for the DISPLAY OF PRODUCE. SPECIAL ATTENTION GIVEN TO FARMERS' CLIPS. Woolpacks and Twine at Lowest Current Rates. <box>8 539 154 607</box>
